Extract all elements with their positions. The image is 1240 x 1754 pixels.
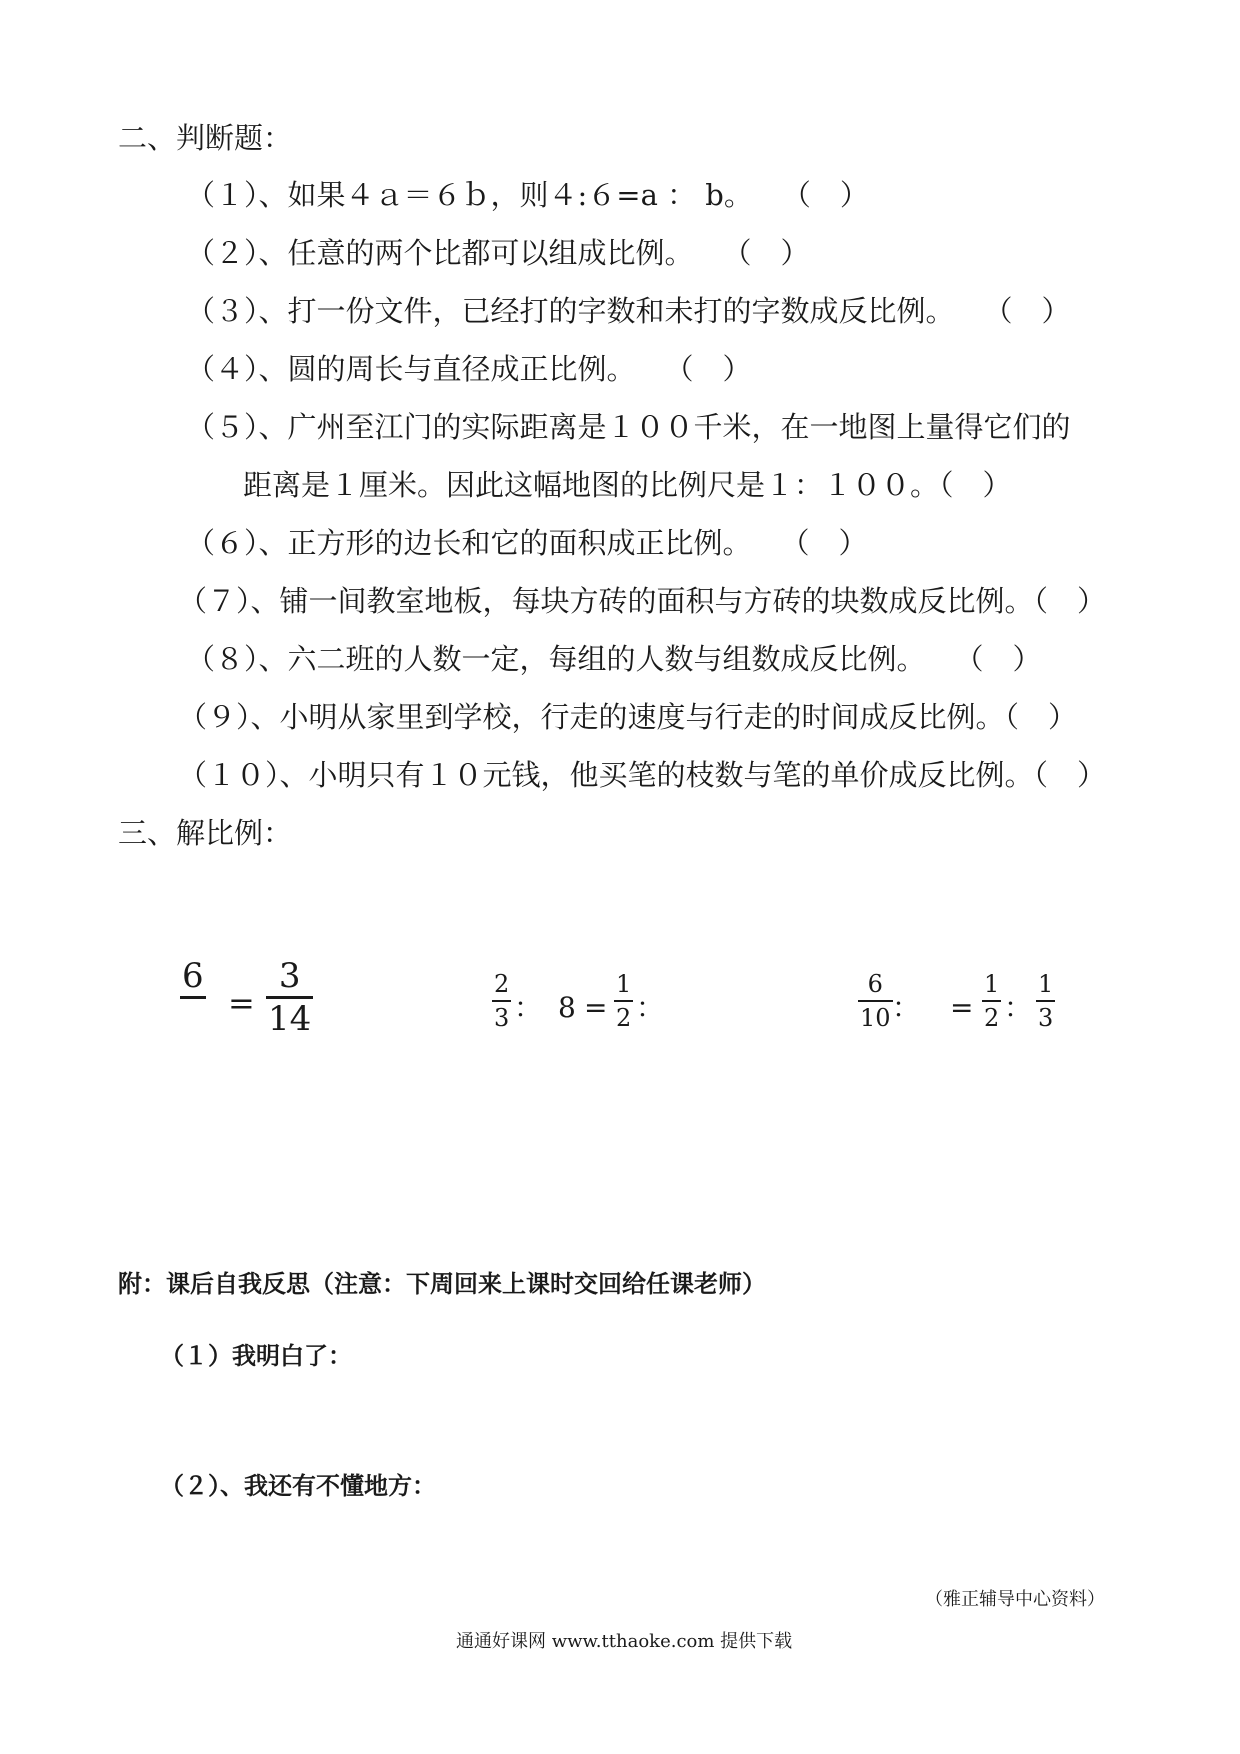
eq1-left-fraction xyxy=(180,958,206,1037)
eq2-colon-2: ： xyxy=(636,991,665,1024)
eq3-fraction-b xyxy=(982,970,1001,1032)
eq2-eight: 8 xyxy=(558,991,576,1024)
eq3-equals: = xyxy=(950,991,974,1024)
judgment-item-1: （１）、如果４ａ＝６ｂ，则４:６=a ： b。 （ ） xyxy=(186,178,869,212)
eq2-a-bar xyxy=(492,1000,511,1002)
source-note: （雅正辅导中心资料） xyxy=(925,1589,1105,1610)
eq1-left-bar xyxy=(180,996,206,999)
eq1-right-numerator: 3 xyxy=(278,956,301,996)
judgment-item-9: （９）、小明从家里到学校，行走的速度与行走的时间成反比例。（ ） xyxy=(178,700,1078,734)
judgment-item-5-continued: 距离是１厘米。因此这幅地图的比例尺是１：１００。（ ） xyxy=(243,468,1012,502)
judgment-item-8: （８）、六二班的人数一定，每组的人数与组数成反比例。 （ ） xyxy=(186,642,1042,676)
reflection-q2: （２）、我还有不懂地方： xyxy=(160,1472,436,1500)
judgment-item-6: （６）、正方形的边长和它的面积成正比例。 （ ） xyxy=(186,526,868,560)
eq2-fraction-b xyxy=(614,970,633,1032)
eq1-equals: = xyxy=(228,984,255,1022)
eq2-b-numerator: 1 xyxy=(616,970,632,998)
eq3-a-numerator: 6 xyxy=(867,970,883,998)
judgment-item-10: （１０）、小明只有１０元钱，他买笔的枝数与笔的单价成反比例。（ ） xyxy=(178,758,1107,792)
eq2-a-denominator: 3 xyxy=(494,1004,510,1032)
eq3-colon-2: ： xyxy=(1004,991,1033,1024)
eq3-fraction-c xyxy=(1036,970,1055,1032)
judgment-item-3: （３）、打一份文件，已经打的字数和未打的字数成反比例。 （ ） xyxy=(186,294,1071,328)
eq3-b-bar xyxy=(982,1000,1001,1002)
eq3-b-numerator: 1 xyxy=(984,970,1000,998)
judgment-item-4: （４）、圆的周长与直径成正比例。 （ ） xyxy=(186,352,752,386)
eq2-fraction-a xyxy=(492,970,511,1032)
eq2-colon-1: ： xyxy=(514,991,543,1024)
judgment-item-5: （５）、广州至江门的实际距离是１００千米，在一地图上量得它们的 xyxy=(186,410,1071,444)
eq2-equals: = xyxy=(584,991,608,1024)
reflection-q1: （１）我明白了： xyxy=(160,1342,352,1370)
eq3-c-bar xyxy=(1036,1000,1055,1002)
section2-title: 二、判断题： xyxy=(118,121,293,155)
eq1-right-fraction xyxy=(266,958,313,1037)
judgment-item-2: （２）、任意的两个比都可以组成比例。 （ ） xyxy=(186,236,810,270)
eq1-right-denominator: 14 xyxy=(268,999,312,1039)
eq3-a-bar xyxy=(858,1000,893,1002)
reflection-title: 附：课后自我反思（注意：下周回来上课时交回给任课老师） xyxy=(118,1270,766,1298)
eq3-c-numerator: 1 xyxy=(1038,970,1054,998)
eq3-b-denominator: 2 xyxy=(984,1004,1000,1032)
eq2-a-numerator: 2 xyxy=(494,970,510,998)
eq3-a-denominator: 10 xyxy=(860,1004,891,1032)
eq2-b-denominator: 2 xyxy=(616,1004,632,1032)
eq3-c-denominator: 3 xyxy=(1038,1004,1054,1032)
section3-title: 三、解比例： xyxy=(118,816,293,850)
judgment-item-7: （７）、铺一间教室地板，每块方砖的面积与方砖的块数成反比例。（ ） xyxy=(178,584,1107,618)
eq2-b-bar xyxy=(614,1000,633,1002)
download-footer: 通通好课网 www.tthaoke.com 提供下载 xyxy=(456,1631,793,1652)
eq3-fraction-a xyxy=(858,970,893,1032)
eq3-colon-1: ： xyxy=(892,991,921,1024)
eq1-left-numerator: 6 xyxy=(182,956,204,996)
